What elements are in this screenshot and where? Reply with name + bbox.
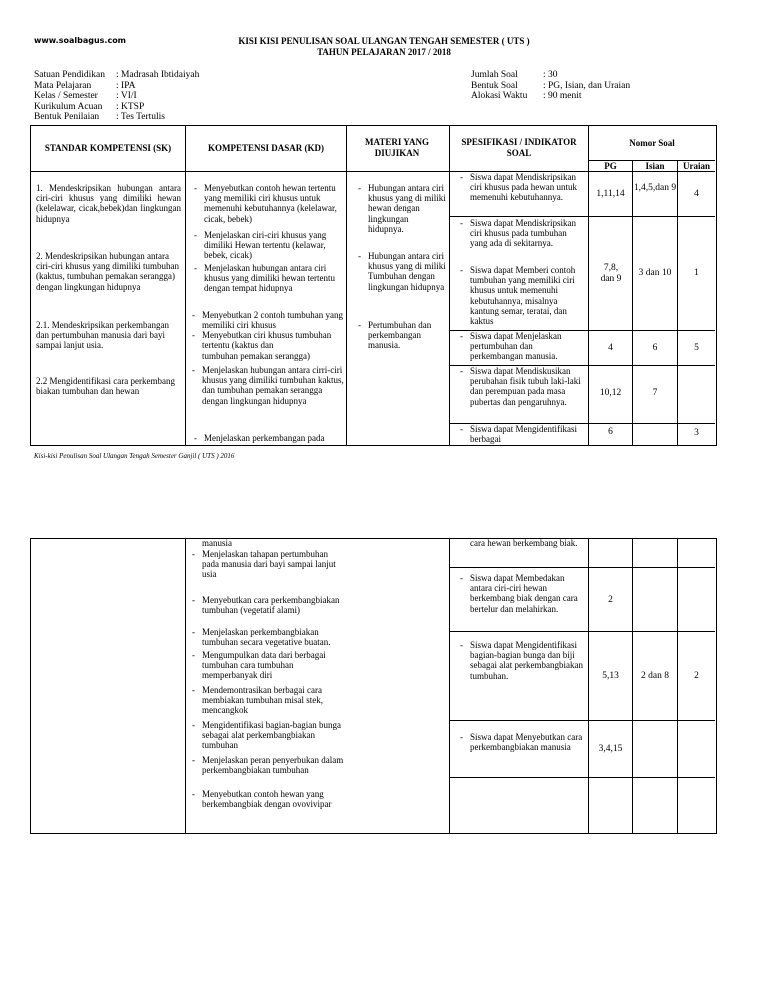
kd-item: - Menjelaskan hubungan antara cirri-ciri khusus yang dimiliki tumbuhan kaktus, dan tumbuhan pemakan serangga dengan lingkungan hidupnya	[202, 365, 344, 406]
site-url: www.soalbagus.com	[34, 36, 127, 45]
kd-item: - Menyebutkan contoh hewan yang berkembangbiak dengan ovovivipar	[202, 789, 344, 809]
kd-item: - Mengidentifikasi bagian-bagian bunga sebagai alat perkembangbiakan tumbuhan	[202, 720, 344, 751]
uraian-number: 2	[694, 671, 699, 681]
doc-subtitle: TAHUN PELAJARAN 2017 / 2018	[317, 47, 451, 57]
header-sk: STANDAR KOMPETENSI (SK)	[44, 143, 172, 153]
meta-key: Bentuk Penilaian	[34, 112, 100, 122]
spes-item: - Siswa dapat Mendiskripsikan ciri khusus pada tumbuhan yang ada di sekitarnya.	[470, 218, 586, 249]
meta-key: Satuan Pendidikan	[34, 70, 105, 80]
table-rule	[677, 160, 678, 445]
header-nomor-soal: Nomor Soal	[629, 138, 675, 148]
meta-value: : 90 menit	[543, 91, 582, 101]
header-isian: Isian	[645, 161, 665, 171]
kd-item: - Menjelaskan perkembangbiakan tumbuhan secara vegetative buatan.	[202, 627, 344, 647]
isian-number: 1,4,5,dan 9	[633, 183, 677, 193]
uraian-number: 1	[694, 268, 699, 278]
spes-item: - Siswa dapat Menyebutkan cara perkembangbiakan manusia	[470, 732, 586, 752]
isian-number: 6	[652, 343, 658, 353]
kd-item: - Menjelaskan ciri-ciri khusus yang dimiliki Hewan tertentu (kelawar, bebek, cicak)	[204, 230, 344, 261]
kd-item: - Mengumpulkan data dari berbagai tumbuhan cara tumbuhan memperbanyak diri	[202, 650, 344, 681]
header-materi: MATERI YANG DIUJIKAN	[365, 137, 429, 158]
isian-number: 7	[652, 388, 658, 398]
table-rule	[632, 160, 633, 445]
pg-number: 10,12	[599, 388, 622, 398]
spes-item: - Siswa dapat Mendiskusikan perubahan fisik tubuh laki-laki dan perempuan pada masa pubertas dan pengaruhnya.	[470, 366, 586, 407]
pg-number: 1,11,14	[596, 189, 625, 199]
meta-left	[34, 70, 199, 123]
materi-item: - Pertumbuhan dan perkembangan manusia.	[368, 320, 446, 351]
kd-item: - Menyebutkan 2 contoh tumbuhan yang memiliki ciri khusus	[202, 310, 344, 330]
meta-key: Jumlah Soal	[471, 70, 518, 80]
table-rule	[449, 125, 450, 445]
table-rule	[346, 125, 347, 445]
page-footer: Kisi-kisi Penulisan Soal Ulangan Tengah Semester Ganjil ( UTS ) 2016	[34, 452, 235, 460]
meta-value: : Tes Tertulis	[116, 112, 165, 122]
meta-value: : IPA	[116, 80, 136, 91]
table-rule	[185, 538, 186, 833]
kd-item: - Mendemontrasikan berbagai cara membiakan tumbuhan misal stek, mencangkok	[202, 685, 344, 716]
pg-number: 2	[608, 595, 613, 605]
table-rule	[588, 538, 589, 833]
pg-number: 5,13	[602, 671, 619, 681]
kd-item: - Menyebutkan ciri khusus tumbuhan tertentu (kaktus dan	[202, 330, 344, 350]
meta-value: : 30	[543, 70, 558, 80]
kd-item: - Menjelaskan tahapan pertumbuhan pada manusia dari bayi sampai lanjut usia	[202, 549, 344, 580]
isian-number: 2 dan 8	[641, 671, 669, 681]
spes-item: - Siswa dapat Membedakan antara ciri-ciri hewan berkembang biak dengan cara bertelur dan melahirkan.	[470, 573, 586, 614]
sk-item: 2. Mendeskripsikan hubungan antara ciri-ciri khusus yang dimiliki tumbuhan (kaktus, tumbuhan pemakan serangga) dengan lingkungan hidupnya	[36, 251, 179, 292]
kd-item-continued: manusia	[202, 538, 232, 548]
uraian-number: 5	[694, 343, 699, 353]
table-rule	[449, 538, 450, 833]
spes-item: - Siswa dapat Memberi contoh tumbuhan yang memiliki ciri khusus untuk memenuhi kebutuhannya, misalnya kantung semar, teratai, dan kaktus	[470, 265, 586, 326]
header-spesifikasi: SPESIFIKASI / INDIKATOR SOAL	[461, 137, 577, 158]
table-rule	[449, 720, 715, 721]
meta-key: Mata Pelajaran	[34, 80, 92, 91]
kd-item: - Menyebutkan cara perkembangbiakan tumbuhan (vegetatif alami)	[202, 595, 344, 615]
kd-item: - Menyebutkan contoh hewan tertentu yang memiliki ciri khusus untuk memenuhi kebutuhannya (kelelawar, cicak, bebek)	[204, 183, 344, 224]
spes-item: - Siswa dapat Mengidentifikasi bagian-bagian bunga dan biji sebagai alat perkembangbiakan tumbuhan.	[470, 640, 586, 681]
isian-number: 3 dan 10	[638, 268, 672, 278]
kisi-table-page2	[30, 538, 717, 834]
table-rule	[185, 125, 186, 445]
table-rule	[449, 777, 715, 778]
spes-item: - Siswa dapat Menjelaskan pertumbuhan dan perkembangan manusia.	[470, 331, 586, 362]
kd-item: tumbuhan pemakan serangga)	[202, 351, 310, 361]
meta-key: Kelas / Semester	[34, 91, 98, 101]
spes-item-continued: cara hewan berkembang biak.	[470, 538, 578, 548]
meta-value: : VI/I	[116, 91, 137, 101]
table-rule	[677, 538, 678, 833]
meta-value: : PG, Isian, dan Uraian	[543, 80, 631, 91]
spes-item: - Siswa dapat Mengidentifikasi berbagai	[470, 424, 586, 444]
table-rule	[632, 538, 633, 833]
meta-key: Alokasi Waktu	[471, 91, 528, 101]
pg-number: 6	[608, 427, 613, 437]
meta-key: Bentuk Soal	[471, 80, 518, 91]
meta-value: : Madrasah Ibtidaiyah	[116, 70, 200, 80]
doc-title: KISI KISI PENULISAN SOAL ULANGAN TENGAH SEMESTER ( UTS )	[238, 36, 530, 46]
table-rule	[30, 171, 715, 172]
materi-item: - Hubungan antara ciri khusus yang di miliki hewan dengan lingkungan hidupnya.	[368, 183, 446, 234]
sk-item: 1. Mendeskripsikan hubungan antara ciri-ciri khusus yang dimiliki hewan (kelelawar, cicak,bebek)dan lingkungan hidupnya	[36, 183, 181, 224]
header-pg: PG	[604, 161, 617, 171]
pg-number: 4	[608, 343, 613, 353]
spes-item: - Siswa dapat Mendiskripsikan ciri khusus pada hewan untuk memenuhi kebutuhannya.	[470, 172, 586, 203]
pg-number: 7,8, dan 9	[600, 263, 622, 284]
table-rule	[449, 216, 715, 217]
pg-number: 3,4,15	[598, 744, 623, 754]
sk-item: 2.2 Mengidentifikasi cara perkembang biakan tumbuhan dan hewan	[36, 376, 175, 397]
meta-right	[471, 70, 630, 102]
meta-value: : KTSP	[116, 101, 145, 112]
meta-key: Kurikulum Acuan	[34, 101, 103, 112]
sk-item: 2.1. Mendeskripsikan perkembangan dan pertumbuhan manusia dari bayi sampai lanjut usia.	[36, 320, 169, 351]
materi-item: - Hubungan antara ciri khusus yang di miliki Tumbuhan dengan lingkungan hidupnya	[368, 251, 446, 292]
kd-item: - Menjelaskan perkembangan pada	[204, 433, 344, 443]
header-kd: KOMPETENSI DASAR (KD)	[207, 143, 324, 153]
kd-item: - Menjelaskan peran penyerbukan dalam perkembangbiakan tumbuhan	[202, 755, 344, 775]
header-uraian: Uraian	[683, 161, 710, 171]
table-rule	[449, 631, 715, 632]
kd-item: - Menjelaskan hubungan antara ciri khusus yang dimiliki hewan tertentu dengan tempat hidupnya	[204, 263, 344, 294]
uraian-number: 4	[694, 189, 699, 199]
table-rule	[449, 567, 715, 568]
uraian-number: 3	[694, 428, 699, 438]
